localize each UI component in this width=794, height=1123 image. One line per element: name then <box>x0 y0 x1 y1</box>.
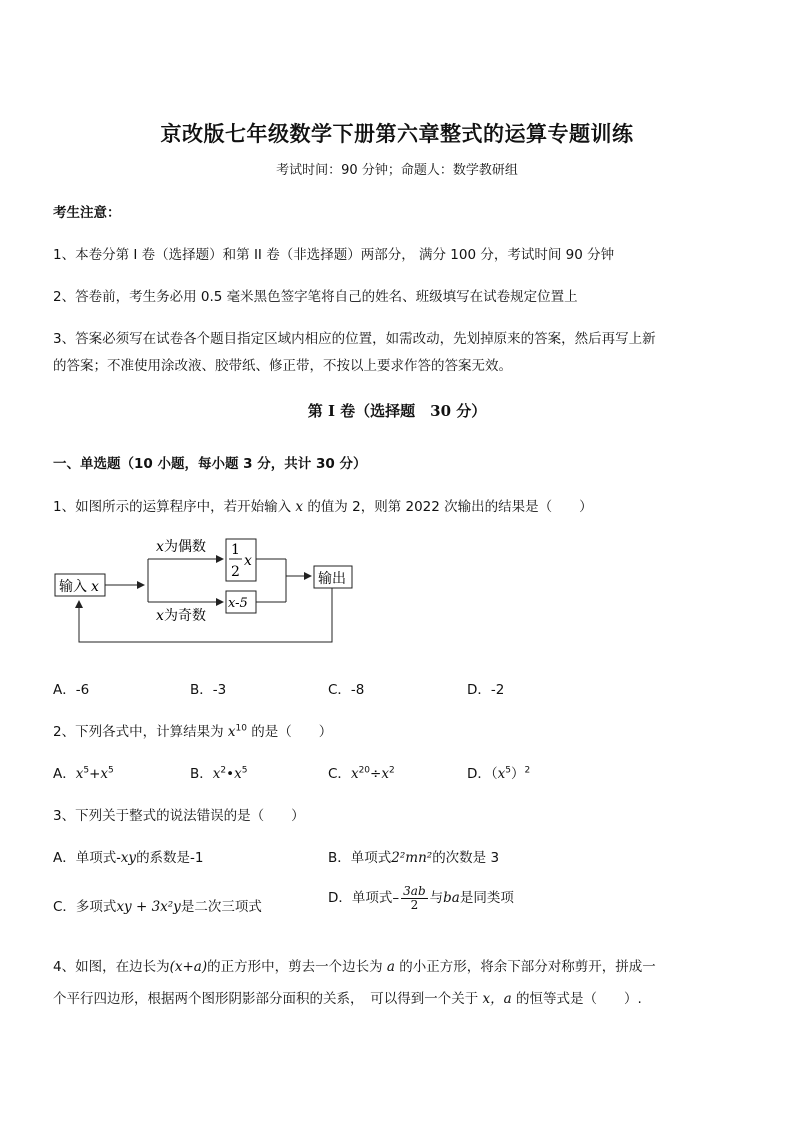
q2-b-base-2: x <box>234 766 242 782</box>
input-box <box>55 574 105 596</box>
q2-b-exp-2: 5 <box>241 765 248 776</box>
exam-subtitle: 考试时间：90 分钟；命题人：数学教研组 <box>276 163 518 178</box>
q3-option-d <box>328 884 514 912</box>
even-operation-box <box>226 539 256 581</box>
q4-line1-part-c: 的小正方形，将余下部分对称剪开，拼成一 <box>399 959 656 975</box>
q3-c-suffix: 是二次三项式 <box>180 899 262 915</box>
q2-a-base-2: x <box>100 766 109 782</box>
q2-d-outer-exp: 2 <box>524 765 531 776</box>
input-variable: x <box>91 579 99 595</box>
q1-option-c: C．-8 <box>328 682 365 698</box>
q2-a-exp-2: 5 <box>108 765 114 776</box>
q1-option-d: D．-2 <box>467 682 505 698</box>
q2-c-divide: ÷ <box>370 766 382 782</box>
odd-operation-box <box>226 591 256 613</box>
q2-option-d <box>467 762 530 782</box>
q4-line2-part-a: 个平行四边形，根据两个图形阴影部分面积的关系， 可以得到一个关于 <box>53 991 479 1007</box>
q2-c-base-1: x <box>350 766 359 782</box>
even-variable: x <box>156 539 164 555</box>
q2-c-base-2: x <box>381 766 389 782</box>
even-label: 为偶数 <box>164 539 206 555</box>
q2-option-d-label: D． <box>467 766 491 782</box>
q2-b-exp-1: 2 <box>220 765 227 776</box>
q2-b-dot: • <box>226 766 235 782</box>
odd-operation: x-5 <box>228 596 248 611</box>
q3-d-expression: ba <box>443 890 460 906</box>
q2-target-exponent: 10 <box>235 723 247 734</box>
q4-line2-part-b: 的恒等式是（ ）. <box>516 991 642 1007</box>
notice-item-3-continued: 的答案；不准使用涂改液、胶带纸、修正带，不按以上要求作答的答案无效。 <box>53 358 512 374</box>
output-label: 输出 <box>318 571 346 587</box>
q2-a-exp-1: 5 <box>83 765 90 776</box>
question-2-stem <box>53 720 332 740</box>
q3-d-numerator: 3ab <box>403 883 426 898</box>
q3-a-expression: -xy <box>116 850 137 866</box>
q1-flow-diagram <box>50 532 360 650</box>
q2-c-exp-1: 20 <box>358 765 371 776</box>
q1-stem-part-b: 的值为 2，则第 2022 次输出的结果是（ ） <box>307 499 593 515</box>
q3-d-middle: 与 <box>429 890 444 906</box>
q3-c-expression: xy + 3x²y <box>116 899 181 915</box>
q2-d-inner-exp: 5 <box>505 765 512 776</box>
q3-option-c <box>53 895 262 915</box>
q3-a-suffix: 的系数是-1 <box>136 850 204 866</box>
q3-option-b <box>328 846 499 866</box>
q2-c-exp-2: 2 <box>388 765 395 776</box>
input-label: 输入 <box>59 579 87 595</box>
q3-b-suffix: 的次数是 3 <box>432 850 500 866</box>
q3-c-prefix: C．多项式 <box>53 899 117 915</box>
q1-stem-part-a: 1、如图所示的运算程序中，若开始输入 <box>53 499 292 515</box>
section-title: 第 I 卷（选择题 30 分） <box>307 402 487 420</box>
notice-item-3: 3、答案必须写在试卷各个题目指定区域内相应的位置，如需改动，先划掉原来的答案，然后再写上新 <box>53 331 656 347</box>
q3-option-a <box>53 846 204 866</box>
odd-label: 为奇数 <box>164 608 206 624</box>
q4-line1-part-a: 4、如图，在边长为 <box>53 959 170 975</box>
q2-option-b <box>190 762 247 782</box>
q2-target-base: x <box>227 724 236 740</box>
q2-option-a: A．$x^5+x^5$ <box>53 765 114 782</box>
q2-a-base-1: x <box>75 766 84 782</box>
q1-option-b: B．-3 <box>190 682 227 698</box>
q2-d-base: x <box>497 766 506 782</box>
q2-b-base-1: x <box>212 766 221 782</box>
fraction-denominator: 2 <box>231 564 240 580</box>
q2-option-a-label: A． <box>53 766 76 782</box>
q4-variables: x，a <box>482 991 512 1007</box>
question-3-stem: 3、下列关于整式的说法错误的是（ ） <box>53 808 305 824</box>
q2-option-c <box>328 762 395 782</box>
output-box <box>314 566 352 588</box>
q2-stem-part-a: 2、下列各式中，计算结果为 <box>53 724 224 740</box>
notice-item-2: 2、答卷前，考生务必用 0.5 毫米黑色签字笔将自己的姓名、班级填写在试卷规定位置上 <box>53 289 578 305</box>
q3-d-denominator: 2 <box>410 897 419 912</box>
q2-option-b-label: B． <box>190 766 213 782</box>
q3-d-fraction <box>401 885 427 912</box>
q3-d-suffix: 是同类项 <box>459 890 514 906</box>
q1-option-a: A．-6 <box>53 682 90 698</box>
q2-stem-part-b: 的是（ ） <box>251 724 333 740</box>
notice-heading: 考生注意： <box>53 205 121 221</box>
q4-side-expression: (x+a) <box>169 959 208 975</box>
q3-d-prefix: D．单项式 <box>328 890 393 906</box>
fraction-variable: x <box>244 553 252 569</box>
q2-option-c-label: C． <box>328 766 351 782</box>
odd-variable: x <box>156 608 164 624</box>
q3-b-prefix: B．单项式 <box>328 850 392 866</box>
q3-b-expression: 2²mn² <box>391 850 433 866</box>
q4-line1-part-b: 的正方形中，剪去一个边长为 <box>207 959 383 975</box>
notice-item-1: 1、本卷分第 I 卷（选择题）和第 II 卷（非选择题）两部分， 满分 100 分，考试时间 90 分钟 <box>53 247 615 263</box>
question-1-stem <box>53 495 593 515</box>
question-4-line-2 <box>53 987 642 1007</box>
q3-a-prefix: A．单项式 <box>53 850 117 866</box>
q3-d-negative-sign: – <box>392 890 400 906</box>
part-heading: 一、单选题（10 小题，每小题 3 分，共计 30 分） <box>53 456 367 472</box>
fraction-numerator: 1 <box>231 542 240 558</box>
question-4-line-1 <box>53 955 656 975</box>
q4-small-side: a <box>386 959 395 975</box>
q2-d-close: ） <box>511 766 525 782</box>
q2-d-open: （ <box>490 766 498 782</box>
q1-variable: x <box>295 499 304 515</box>
page-title: 京改版七年级数学下册第六章整式的运算专题训练 <box>160 121 634 146</box>
